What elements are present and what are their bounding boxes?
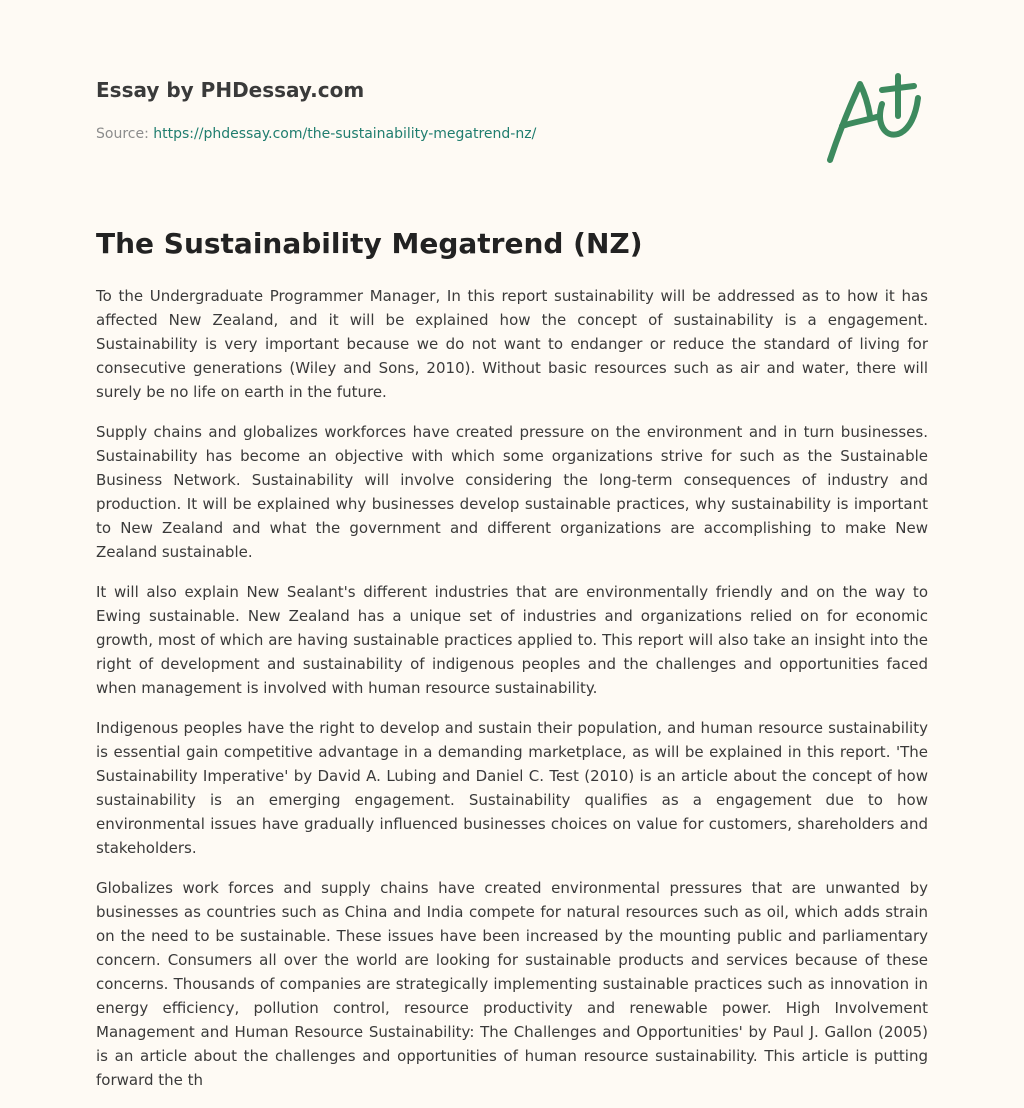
paragraph: It will also explain New Sealant's different industries that are environmentally friendly and on the way to Ewing sustainable. New Zealand has a unique set of industries and organizations relied on for economic growth, most of which are having sustainable practices applied to. This report will also take an insight into the right of development and sustainability of indigenous peoples and the challenges and opportunities faced when management is involved with human resource sustainability.: [96, 583, 928, 697]
paragraph: To the Undergraduate Programmer Manager, In this report sustainability will be addressed as to how it has affected New Zealand, and it will be explained how the concept of sustainability is a engagement. Sustainability is very important because we do not want to endanger or reduce the standard of living for consecutive generations (Wiley and Sons, 2010). Without basic resources such as air and water, there will surely be no life on earth in the future.: [96, 287, 928, 401]
a-plus-logo-icon: [818, 64, 930, 168]
article-body: [96, 284, 928, 1108]
site-brand: Essay by PHDessay.com: [96, 78, 365, 102]
article-title: The Sustainability Megatrend (NZ): [96, 227, 643, 260]
source-link[interactable]: https://phdessay.com/the-sustainability-megatrend-nz/: [153, 126, 537, 142]
source-line: [96, 124, 796, 144]
paragraph: Globalizes work forces and supply chains have created environmental pressures that are unwanted by businesses as countries such as China and India compete for natural resources such as oil, which adds strain on the need to be sustainable. These issues have been increased by the mounting public and parliamentary concern. Consumers all over the world are looking for sustainable products and services because of these concerns. Thousands of companies are strategically implementing sustainable practices such as innovation in energy efficiency, pollution control, resource productivity and renewable power. High Involvement Management and Human Resource Sustainability: The Challenges and Opportunities' by Paul J. Gallon (2005) is an article about the challenges and opportunities of human resource sustainability. This article is putting forward the th: [96, 879, 928, 1089]
document-header: [96, 76, 796, 144]
paragraph: Indigenous peoples have the right to develop and sustain their population, and human resource sustainability is essential gain competitive advantage in a demanding marketplace, as will be explained in this report. 'The Sustainability Imperative' by David A. Lubing and Daniel C. Test (2010) is an article about the concept of how sustainability is an emerging engagement. Sustainability qualifies as a engagement due to how environmental issues have gradually influenced businesses choices on value for customers, shareholders and stakeholders.: [96, 719, 928, 857]
paragraph: Supply chains and globalizes workforces have created pressure on the environment and in turn businesses. Sustainability has become an objective with which some organizations strive for such as the Sustainable Business Network. Sustainability will involve considering the long-term consequences of industry and production. It will be explained why businesses develop sustainable practices, why sustainability is important to New Zealand and what the government and different organizations are accomplishing to make New Zealand sustainable.: [96, 423, 928, 561]
source-label: Source:: [96, 126, 149, 142]
